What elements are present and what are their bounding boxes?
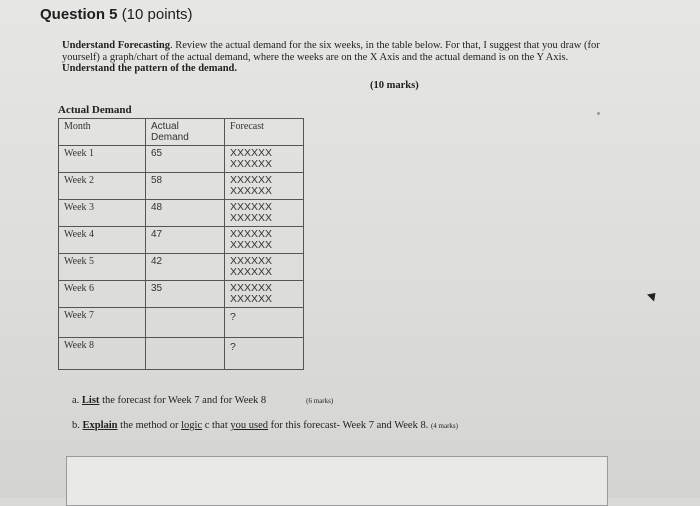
row-actual	[146, 338, 225, 370]
part-b-marks: (4 marks)	[430, 422, 458, 430]
part-b-logic: logic	[181, 420, 203, 431]
row-month: Week 7	[59, 308, 146, 338]
question-title: Question 5 (10 points)	[40, 6, 193, 23]
demand-table	[58, 118, 304, 370]
part-b	[72, 420, 458, 431]
row-month: Week 2	[59, 173, 146, 200]
row-actual: 48	[146, 200, 225, 227]
row-forecast: XXXXXX XXXXXX	[225, 146, 304, 173]
part-a	[72, 395, 333, 406]
intro-lead: Understand Forecasting	[62, 40, 171, 51]
table-row	[59, 254, 304, 281]
row-actual	[146, 308, 225, 338]
row-actual: 35	[146, 281, 225, 308]
row-forecast: ?	[225, 308, 304, 338]
row-actual: 58	[146, 173, 225, 200]
answer-input-box[interactable]	[66, 456, 608, 506]
intro-text: . Review the actual demand for the six weeks, in the table below. For that, I suggest that you draw (for yourself) a graph/chart of the actual demand, where the weeks are on the X Axis and the actual demand is on the Y Axis.	[62, 40, 600, 63]
row-month: Week 4	[59, 227, 146, 254]
part-a-text: the forecast for Week 7 and for Week 8	[99, 395, 267, 406]
row-forecast: XXXXXX XXXXXX	[225, 200, 304, 227]
table-row	[59, 338, 304, 370]
table-header-row	[59, 119, 304, 146]
row-actual: 42	[146, 254, 225, 281]
row-month: Week 5	[59, 254, 146, 281]
row-month: Week 8	[59, 338, 146, 370]
row-month: Week 3	[59, 200, 146, 227]
row-month: Week 1	[59, 146, 146, 173]
intro-marks: (10 marks)	[370, 80, 419, 91]
header-month: Month	[59, 119, 146, 146]
row-forecast: XXXXXX XXXXXX	[225, 281, 304, 308]
part-b-verb: Explain	[82, 420, 118, 431]
mouse-cursor-icon	[647, 289, 659, 301]
table-row	[59, 200, 304, 227]
intro-emphasis: Understand the pattern of the demand.	[62, 63, 238, 74]
row-actual: 65	[146, 146, 225, 173]
part-b-prefix: b.	[72, 420, 83, 431]
row-month: Week 6	[59, 281, 146, 308]
header-actual: Actual Demand	[146, 119, 225, 146]
question-intro	[62, 40, 622, 75]
table-caption: Actual Demand	[58, 104, 132, 116]
table-row	[59, 146, 304, 173]
part-b-text3: for this forecast- Week 7 and Week 8.	[268, 420, 431, 431]
table-row	[59, 173, 304, 200]
row-forecast: XXXXXX XXXXXX	[225, 173, 304, 200]
row-forecast: ?	[225, 338, 304, 370]
row-actual: 47	[146, 227, 225, 254]
part-a-verb: List	[81, 395, 100, 406]
part-a-prefix: a.	[72, 395, 82, 406]
row-forecast: XXXXXX XXXXXX	[225, 254, 304, 281]
row-forecast: XXXXXX XXXXXX	[225, 227, 304, 254]
part-b-text1: the method or	[117, 420, 182, 431]
part-a-marks: (6 marks)	[306, 397, 334, 405]
part-b-text2: c that	[202, 420, 231, 431]
table-row	[59, 227, 304, 254]
header-forecast: Forecast	[225, 119, 304, 146]
table-row	[59, 308, 304, 338]
part-b-used: you used	[230, 420, 269, 431]
table-row	[59, 281, 304, 308]
speck	[597, 112, 600, 115]
